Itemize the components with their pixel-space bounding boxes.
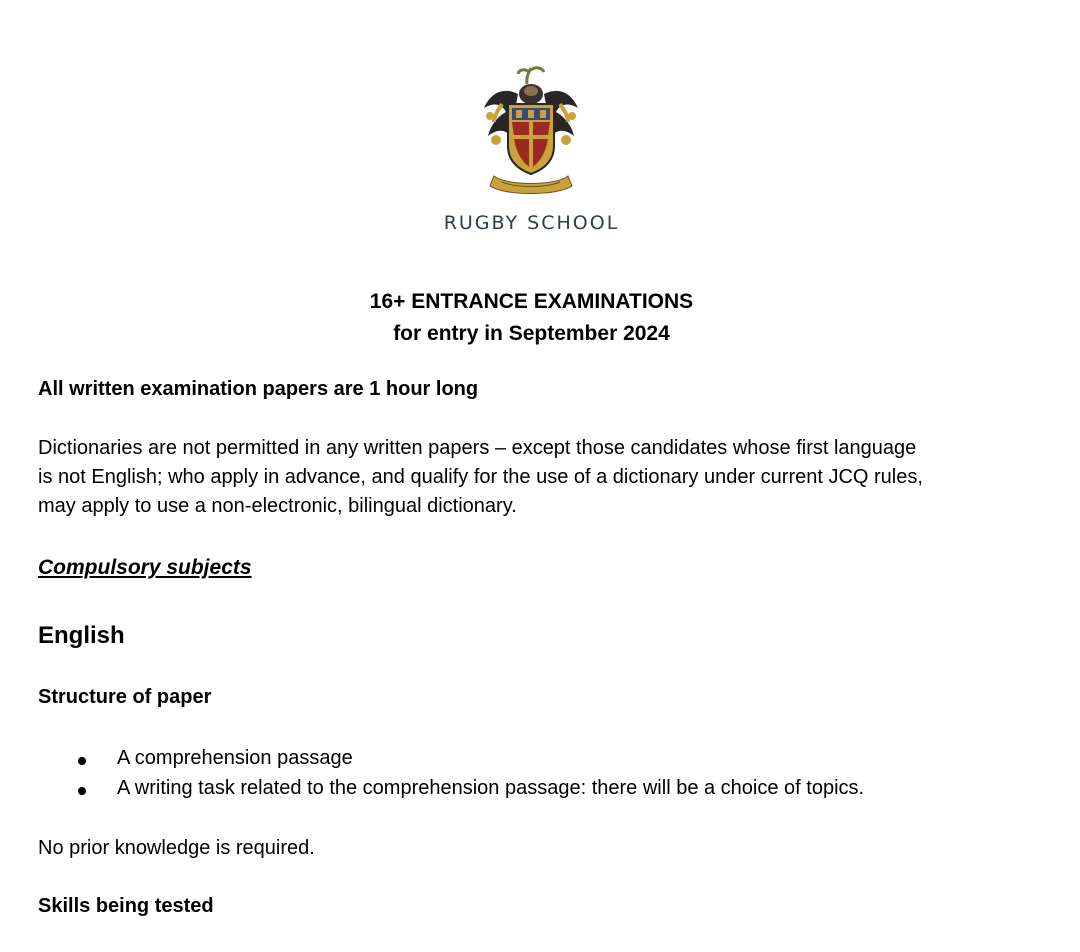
school-crest-logo [472, 64, 590, 200]
bullet-icon [78, 787, 86, 795]
section-heading-compulsory: Compulsory subjects [38, 556, 252, 579]
document-title [0, 286, 1063, 350]
title-line-1: 16+ ENTRANCE EXAMINATIONS [369, 290, 694, 313]
structure-heading: Structure of paper [38, 686, 212, 708]
skills-heading: Skills being tested [38, 895, 214, 917]
dictionary-line-1: Dictionaries are not permitted in any written papers – except those candidates whose first language [38, 437, 917, 459]
title-line-2: for entry in September 2024 [393, 322, 670, 345]
school-name: RUGBY SCHOOL [443, 212, 620, 234]
subject-heading-english: English [38, 622, 125, 649]
bullet-item-comprehension: A comprehension passage [117, 747, 353, 769]
dictionary-line-3: may apply to use a non-electronic, bilingual dictionary. [38, 495, 517, 517]
bullet-item-writing-task: A writing task related to the comprehension passage: there will be a choice of topics. [117, 777, 865, 799]
duration-note: All written examination papers are 1 hour long [38, 378, 479, 400]
dictionary-line-2: is not English; who apply in advance, and qualify for the use of a dictionary under current JCQ rules, [38, 466, 923, 488]
bullet-icon [78, 757, 86, 765]
prior-knowledge-note: No prior knowledge is required. [38, 837, 315, 859]
